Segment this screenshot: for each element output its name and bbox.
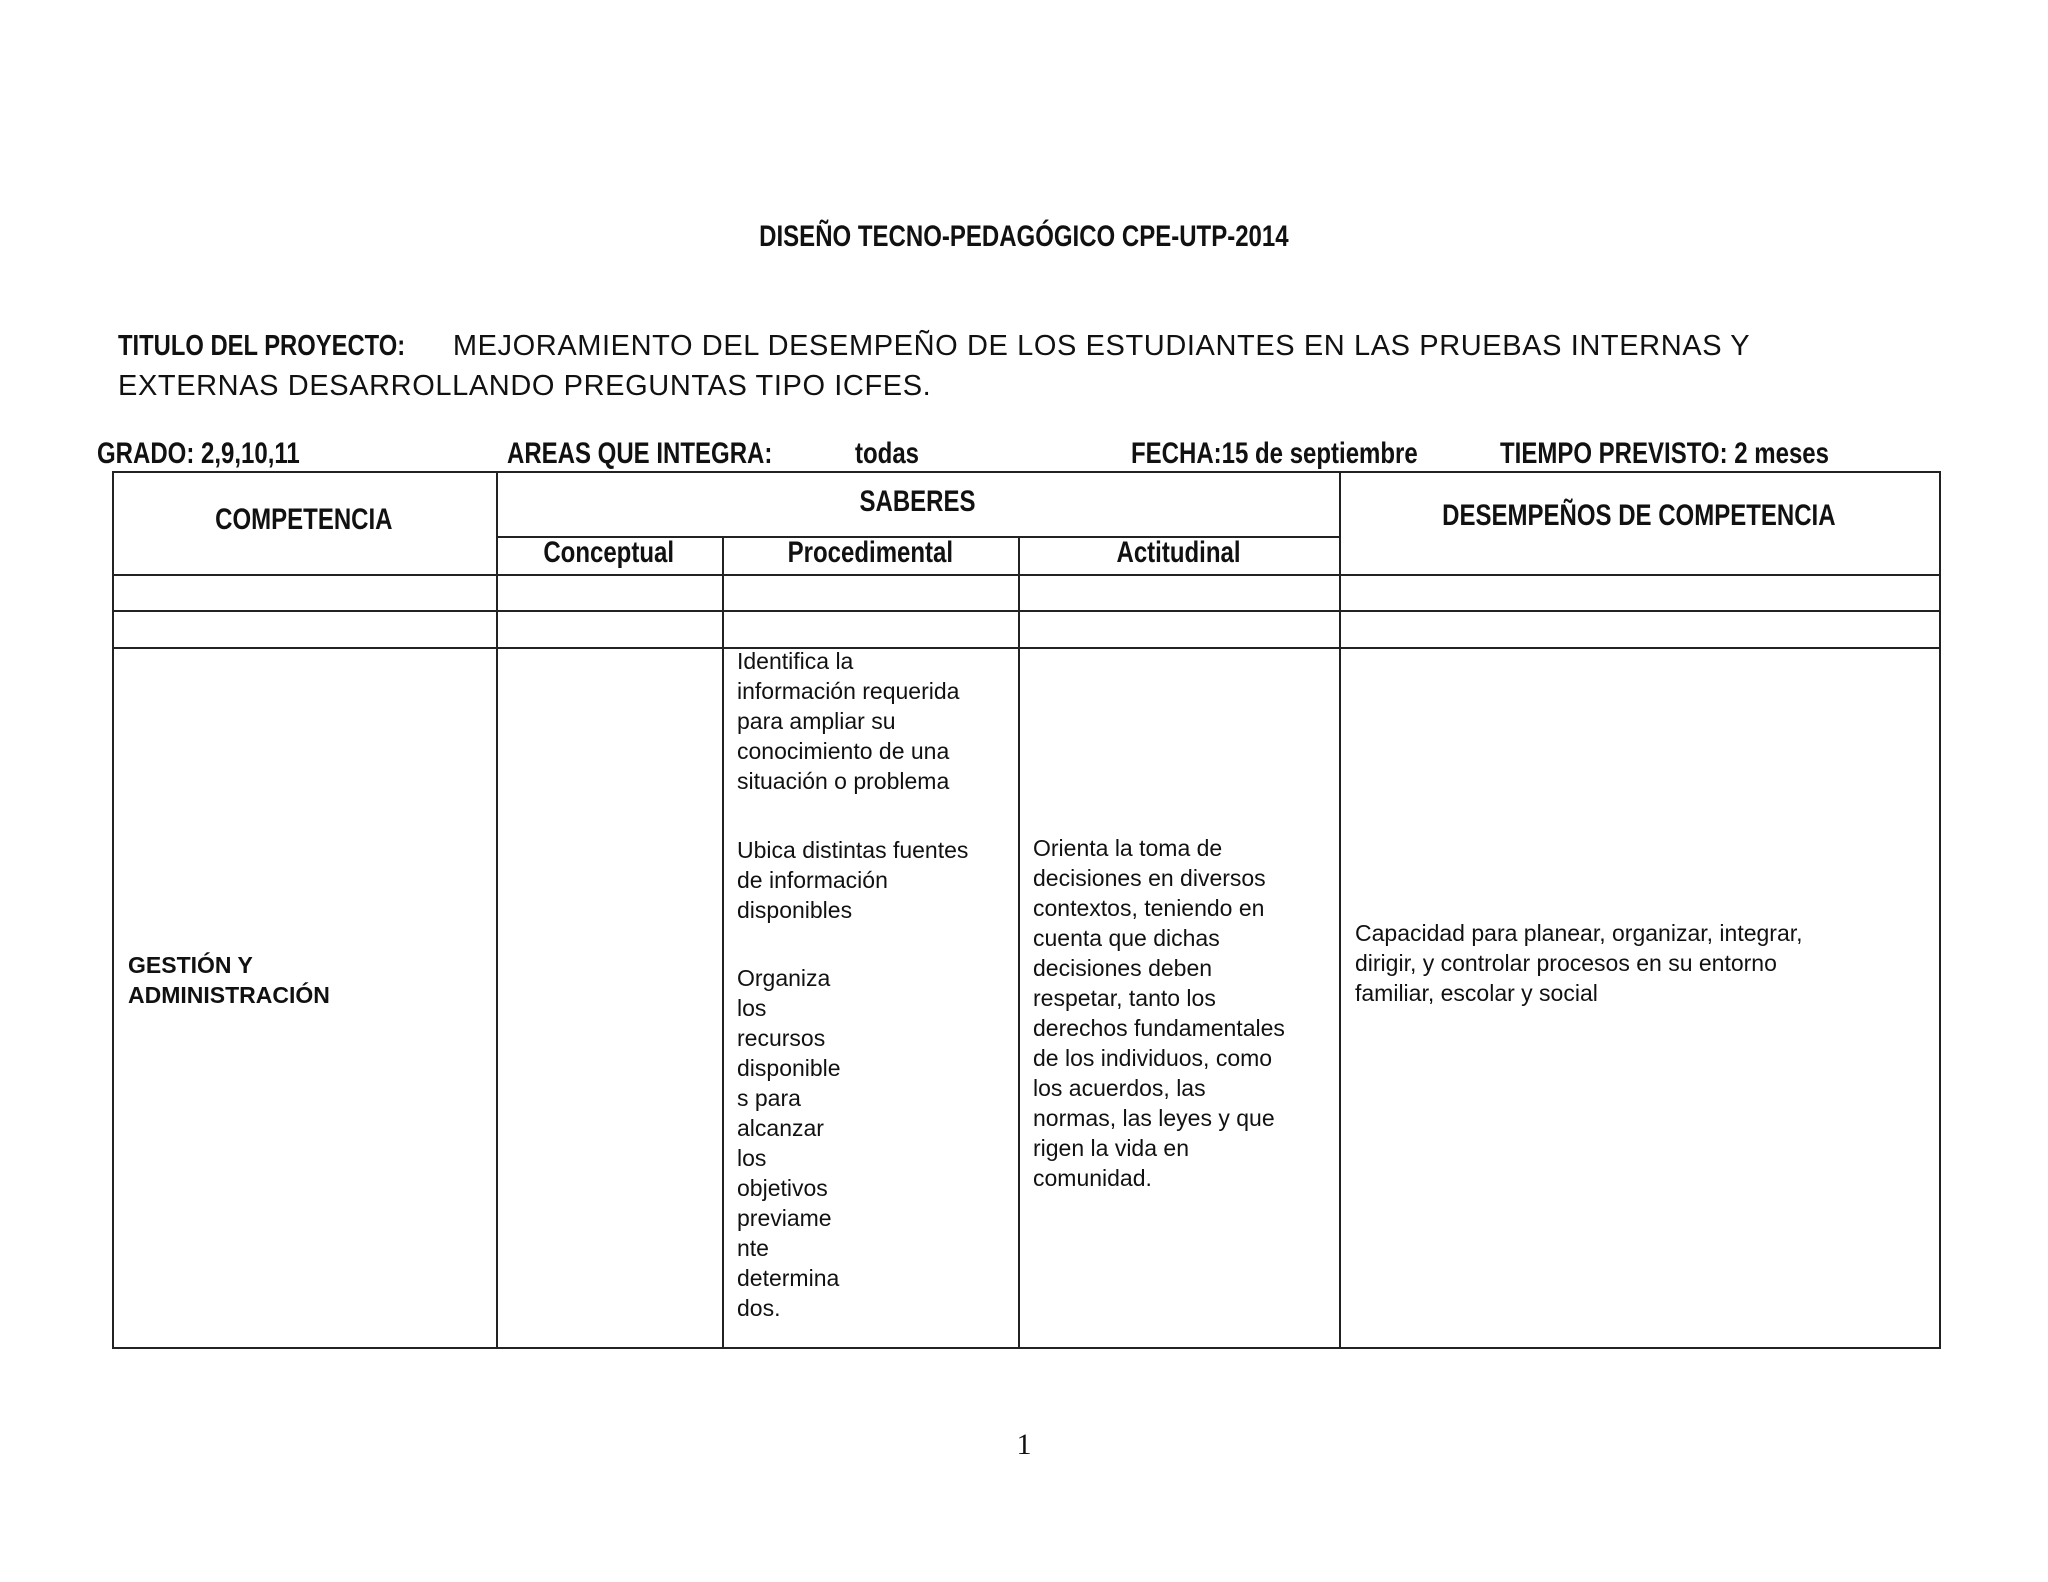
areas-value: todas [855,437,920,470]
text-line: Identifica la [737,648,854,674]
grado: GRADO: 2,9,10,11 [97,437,300,470]
text-line: Orienta la toma de [1033,835,1223,861]
text-line: Ubica distintas fuentes [737,837,969,863]
text-line: s para [737,1085,801,1111]
text-line: previame [737,1205,832,1231]
procedimental-paragraph [737,963,1022,1323]
text-line: contextos, teniendo en [1033,895,1265,921]
text-line: dirigir, y controlar procesos en su entorno [1355,950,1777,976]
text-line: para ampliar su [737,708,896,734]
actitudinal-cell [1033,833,1333,1193]
header-saberes: SABERES [859,485,976,518]
table-border-bottom [112,1347,1941,1349]
text-line: recursos [737,1025,826,1051]
table-border-left [112,471,114,1349]
desempenos-cell [1355,918,1935,1008]
text-line: los [737,995,767,1021]
tiempo-previsto: TIEMPO PREVISTO: 2 meses [1500,437,1830,470]
text-line: cuenta que dichas [1033,925,1220,951]
text-line: información requerida [737,678,960,704]
text-line: conocimiento de una [737,738,950,764]
text-line: normas, las leyes y que [1033,1105,1275,1131]
text-line: familiar, escolar y social [1355,980,1598,1006]
column-rule [1339,471,1341,1349]
text-line: objetivos [737,1175,828,1201]
document-title: DISEÑO TECNO-PEDAGÓGICO CPE-UTP-2014 [759,220,1289,253]
text-line: comunidad. [1033,1165,1152,1191]
text-line: rigen la vida en [1033,1135,1189,1161]
text-line: respetar, tanto los [1033,985,1216,1011]
desempenos-paragraph [1355,918,1935,1008]
text-line: de los individuos, como [1033,1045,1273,1071]
text-line: alcanzar [737,1115,824,1141]
project-value: MEJORAMIENTO DEL DESEMPEÑO DE LOS ESTUDIANTES EN LAS PRUEBAS INTERNAS Y EXTERNAS DESARROLLANDO PREGUNTAS TIPO ICFES. [118,330,1750,402]
actitudinal-paragraph [1033,833,1333,1193]
column-rule [496,471,498,1349]
text-line: Organiza [737,965,831,991]
text-line: de información [737,867,888,893]
text-line: Capacidad para planear, organizar, integrar, [1355,920,1803,946]
header-conceptual: Conceptual [543,536,675,569]
procedimental-paragraph [737,646,1022,796]
text-line: dos. [737,1295,781,1321]
text-line: situación o problema [737,768,950,794]
page-number: 1 [1016,1428,1032,1461]
text-line: determina [737,1265,840,1291]
procedimental-paragraph [737,835,1022,925]
table-border-top [112,471,1941,473]
header-desempenos: DESEMPEÑOS DE COMPETENCIA [1442,499,1836,532]
project-title [118,326,1818,406]
table-border-right [1939,471,1941,1349]
text-line: disponibles [737,897,853,923]
header-competencia: COMPETENCIA [215,503,393,536]
header-bottom-rule [112,574,1941,576]
header-actitudinal: Actitudinal [1116,536,1241,569]
header-procedimental: Procedimental [787,536,953,569]
competencia-cell [128,950,488,1010]
text-line: disponible [737,1055,841,1081]
column-rule [722,536,724,1349]
areas-label: AREAS QUE INTEGRA: [507,437,773,470]
text-line: los acuerdos, las [1033,1075,1206,1101]
row-rule [112,610,1941,612]
text-line: decisiones deben [1033,955,1213,981]
fecha: FECHA:15 de septiembre [1131,437,1418,470]
competencia-line: GESTIÓN Y [128,952,253,978]
row-rule [112,647,1941,649]
text-line: derechos fundamentales [1033,1015,1285,1041]
text-line: nte [737,1235,769,1261]
competency-table [112,471,1941,1349]
text-line: los [737,1145,767,1171]
competencia-line: ADMINISTRACIÓN [128,982,330,1008]
text-line: decisiones en diversos [1033,865,1266,891]
procedimental-cell [737,646,1022,1323]
project-label: TITULO DEL PROYECTO: [118,330,406,362]
